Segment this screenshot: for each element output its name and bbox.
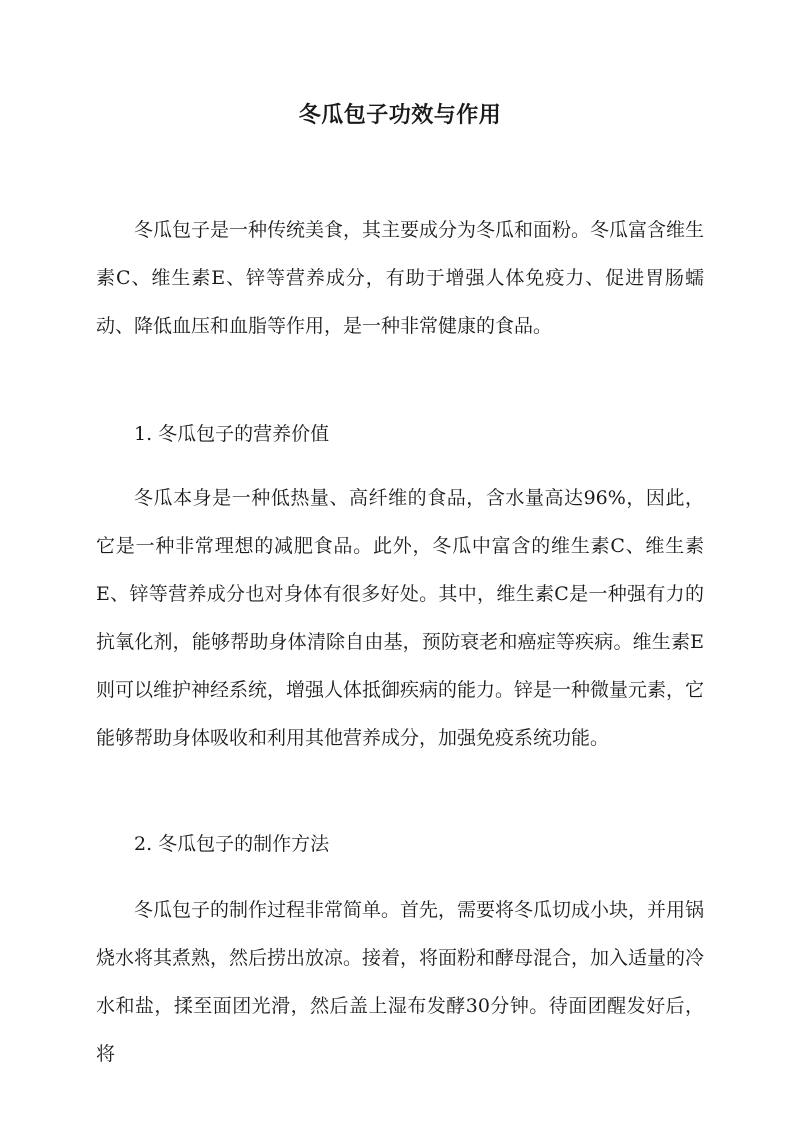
document-title: 冬瓜包子功效与作用 bbox=[298, 102, 502, 128]
section-heading-method: 2. 冬瓜包子的制作方法 bbox=[134, 833, 330, 855]
section-heading-nutrition: 1. 冬瓜包子的营养价值 bbox=[134, 423, 330, 445]
section-body-nutrition: 冬瓜本身是一种低热量、高纤维的食品，含水量高达96%，因此，它是一种非常理想的减肥食品。此外，冬瓜中富含的维生素C、维生素E、锌等营养成分也对身体有很多好处。其中，维生素C是一种强有力的抗氧化剂，能够帮助身体清除自由基，预防衰老和癌症等疾病。维生素E则可以维护神经系统，增强人体抵御疾病的能力。锌是一种微量元素，它能够帮助身体吸收和利用其他营养成分，加强免疫系统功能。 bbox=[96, 487, 705, 749]
section-body-method: 冬瓜包子的制作过程非常简单。首先，需要将冬瓜切成小块，并用锅烧水将其煮熟，然后捞出放凉。接着，将面粉和酵母混合，加入适量的冷水和盐，揉至面团光滑，然后盖上湿布发酵30分钟。待面团醒发好后，将 bbox=[96, 899, 705, 1065]
intro-paragraph: 冬瓜包子是一种传统美食，其主要成分为冬瓜和面粉。冬瓜富含维生素C、维生素E、锌等营养成分，有助于增强人体免疫力、促进胃肠蠕动、降低血压和血脂等作用，是一种非常健康的食品。 bbox=[96, 219, 705, 337]
